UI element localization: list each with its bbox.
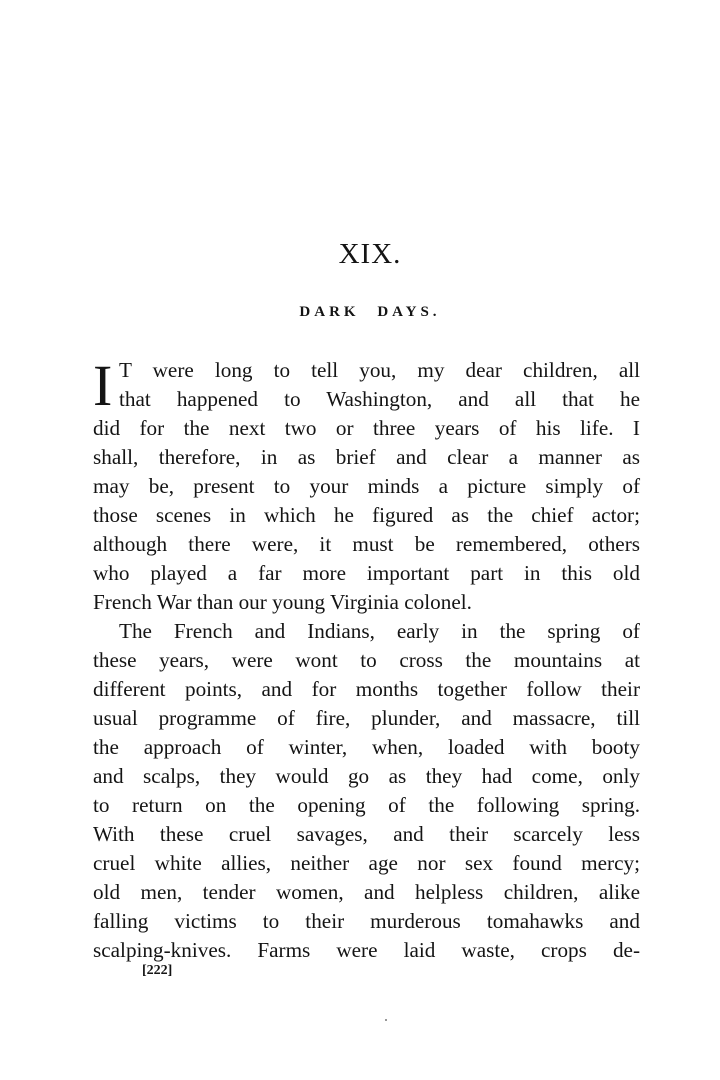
text-line: these years, were wont to cross the mountains at <box>93 648 640 672</box>
drop-cap: I <box>93 353 113 418</box>
text-line: French War than our young Virginia colonel. <box>93 590 472 614</box>
text-line: scalping-knives. Farms were laid waste, crops de- <box>93 938 640 962</box>
text-line: to return on the opening of the following spring. <box>93 793 640 817</box>
text-line: those scenes in which he figured as the chief actor; <box>93 503 640 527</box>
text-line: did for the next two or three years of his life. I <box>93 416 640 440</box>
text-line: who played a far more important part in this old <box>93 561 640 585</box>
text-line: With these cruel savages, and their scarcely less <box>93 822 640 846</box>
text-line: different points, and for months together follow their <box>93 677 640 701</box>
text-line: usual programme of fire, plunder, and massacre, till <box>93 706 640 730</box>
text-line: may be, present to your minds a picture simply of <box>93 474 640 498</box>
text-line: T were long to tell you, my dear children, all <box>119 358 640 382</box>
text-line: although there were, it must be remembered, others <box>93 532 640 556</box>
body-text <box>93 353 640 965</box>
chapter-number: XIX. <box>338 238 402 270</box>
text-line: the approach of winter, when, loaded with booty <box>93 735 640 759</box>
text-line: cruel white allies, neither age nor sex found mercy; <box>93 851 640 875</box>
text-line: and scalps, they would go as they had come, only <box>93 764 640 788</box>
text-line: shall, therefore, in as brief and clear a manner as <box>93 445 640 469</box>
chapter-title: DARK DAYS. <box>299 304 441 320</box>
paper-speck <box>385 1019 387 1021</box>
text-line: that happened to Washington, and all that he <box>119 387 640 411</box>
page-number: [222] <box>142 963 173 978</box>
text-line: falling victims to their murderous tomahawks and <box>93 909 640 933</box>
text-line: old men, tender women, and helpless children, alike <box>93 880 640 904</box>
text-line: The French and Indians, early in the spring of <box>119 619 640 643</box>
